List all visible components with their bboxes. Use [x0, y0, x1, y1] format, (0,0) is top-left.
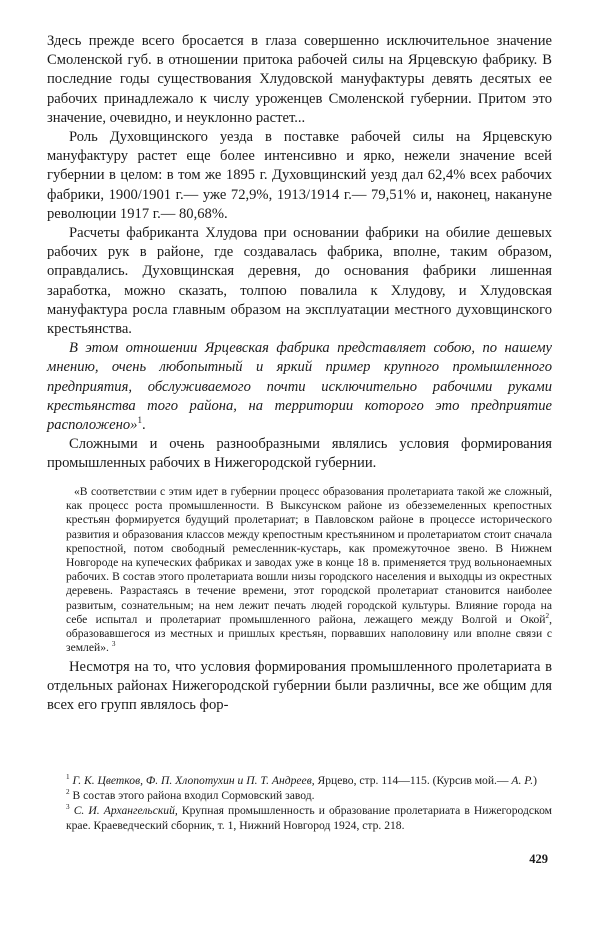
footnote-text: Крупная промышленность и образование пролетариата в Нижегородском крае. Краеведческий сборник, т. 1, Нижний Новгород 1924, стр. 218. [66, 804, 552, 832]
footnote [66, 788, 552, 803]
footnote-ref: 1 [137, 415, 143, 426]
paragraph [47, 339, 552, 435]
footnote-signature: А. Р. [511, 774, 534, 787]
paragraph: Расчеты фабриканта Хлудова при основании фабрики на обилие дешевых рабочих рук в районе, где создавалась фабрика, вполне, таким образом, оправдались. Духовщинская деревня, до основания фабрики лишенная заработка, можно сказать, толпою повалила к Хлудову, и Хлудовская мануфактура росла главным образом на эксплуатации местного духовщинского крестьянства. [47, 225, 552, 338]
footnotes [66, 773, 552, 833]
quote-text: , образовавшегося из местных и пришлых крестьян, порвавших наполовину или вполне связи с землей». [66, 612, 552, 655]
footnote-ref: 3 [111, 640, 116, 649]
footnote [66, 803, 552, 833]
page-number: 429 [529, 852, 548, 866]
italic-emphasis: В этом отношении Ярцевская фабрика представляет собою, по нашему мнению, очень любопытный и яркий пример крупного промышленного предприятия, обслуживаемого почти исключительно рабочими руками крестьянства того района, на территории которого это предприятие расположено» [47, 340, 552, 434]
punctuation: . [142, 417, 146, 434]
footnote-number: 1 [66, 773, 70, 782]
footnote-number: 2 [66, 788, 70, 797]
paragraph: Здесь прежде всего бросается в глаза совершенно исключительное значение Смоленской губ. в отношении притока рабочей силы на Ярцевскую фабрику. В последние годы существования Хлудовской мануфактуры девять десятых ее рабочих принадлежало к числу уроженцев Смоленской губернии. Притом это значение, очевидно, и неуклонно растет... [47, 33, 552, 126]
main-text [47, 32, 552, 474]
footnote-authors: С. И. Архангельский, [73, 804, 178, 817]
footnote [66, 773, 552, 788]
footnote-text: ) [533, 774, 537, 787]
quote-text: «В соответствии с этим идет в губернии процесс образования пролетариата такой же сложный, как процесс роста промышленности. В Выксунском районе из обезземеленных крепостных крестьян формируется будущий пролетариат; в Павловском районе в процессе исторического развития и образования классов между крепостным крестьянином и пролетариатом стоит сначала крепостной, потом свободный ремесленник-кустарь, как промежуточное звено. В Нижнем Новгороде на купеческих фабриках и заводах уже в конце 18 в. применяется труд вольнонаемных рабочих. В состав этого пролетариата вошли низы городского населения и выходцы из окрестных деревень. Разрастаясь в течение времени, этот городской пролетариат становится наиболее развитым, сознательным; на нем лежит печать людей городской культуры. Влияние города на себе испытал и пролетариат промышленного района, лежащего между Волгой и Окой [66, 485, 552, 626]
footnote-text: В состав этого района входил Сормовский завод. [72, 789, 315, 802]
footnote-authors: Г. К. Цветков, Ф. П. Хлопотухин и П. Т. Андреев, [72, 774, 315, 787]
footnote-number: 3 [66, 803, 70, 812]
paragraph: Роль Духовщинского уезда в поставке рабочей силы на Ярцевскую мануфактуру растет еще более интенсивно и ярко, нежели значение всей губернии в целом: в том же 1895 г. Духовщинский уезд дал 62,4% всех рабочих фабрики, 1900/1901 г.— уже 72,9%, 1913/1914 г.— 79,51% и, наконец, накануне революции 1917 г.— 80,68%. [47, 129, 552, 222]
footnote-ref: 2 [545, 611, 550, 620]
paragraph: Несмотря на то, что условия формирования промышленного пролетариата в отдельных районах Нижегородской губернии были различны, все же общим для всех его групп являлось фор- [47, 659, 552, 714]
footnote-text: Ярцево, стр. 114—115. (Курсив мой.— [314, 774, 512, 787]
paragraph: Сложными и очень разнообразными являлись условия формирования промышленных рабочих в Нижегородской губернии. [47, 436, 552, 472]
block-quote [66, 485, 552, 655]
